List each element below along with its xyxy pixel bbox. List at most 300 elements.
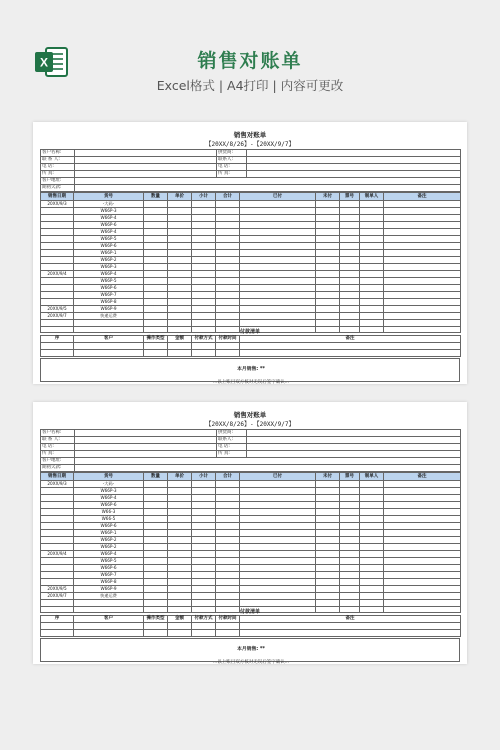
table-row bbox=[41, 502, 461, 509]
table-cell bbox=[192, 530, 216, 537]
table-cell bbox=[216, 481, 240, 488]
table-cell bbox=[340, 551, 360, 558]
table-cell bbox=[216, 537, 240, 544]
table-cell bbox=[192, 558, 216, 565]
table-cell bbox=[216, 306, 240, 313]
table-row bbox=[41, 313, 461, 320]
table-cell bbox=[340, 264, 360, 271]
table-cell bbox=[192, 495, 216, 502]
table-cell bbox=[144, 600, 168, 607]
table-cell bbox=[144, 292, 168, 299]
table-cell bbox=[340, 544, 360, 551]
table-cell bbox=[316, 250, 340, 257]
sale-date-cell: 20XX/9/7 bbox=[41, 313, 74, 320]
table-cell bbox=[240, 299, 316, 306]
table-cell bbox=[360, 292, 384, 299]
date-range: 【20XX/8/26】-【20XX/9/7】 bbox=[205, 141, 295, 148]
column-header: 已付 bbox=[240, 193, 316, 201]
sales-table bbox=[40, 192, 461, 333]
table-cell bbox=[340, 495, 360, 502]
column-header: 单价 bbox=[168, 473, 192, 481]
sale-date-cell bbox=[41, 488, 74, 495]
table-cell bbox=[144, 257, 168, 264]
column-header: 数量 bbox=[144, 193, 168, 201]
table-cell bbox=[192, 243, 216, 250]
item-number-cell bbox=[74, 320, 144, 327]
table-cell bbox=[216, 600, 240, 607]
table-cell bbox=[316, 558, 340, 565]
table-cell bbox=[360, 600, 384, 607]
table-cell bbox=[316, 551, 340, 558]
table-cell bbox=[240, 523, 316, 530]
table-cell bbox=[216, 278, 240, 285]
payment-column-header: 付款时间 bbox=[216, 336, 240, 343]
sale-date-cell: 20XX/9/4 bbox=[41, 551, 74, 558]
table-cell bbox=[192, 481, 216, 488]
table-cell bbox=[144, 544, 168, 551]
table-cell bbox=[360, 222, 384, 229]
table-cell bbox=[360, 488, 384, 495]
table-cell bbox=[360, 516, 384, 523]
table-cell bbox=[216, 593, 240, 600]
footer-note: ...以上账目双方核对无误后签字确认... bbox=[212, 660, 290, 664]
table-row bbox=[41, 222, 461, 229]
summary-box bbox=[40, 358, 460, 382]
table-cell bbox=[360, 523, 384, 530]
sales-table bbox=[40, 472, 461, 613]
sale-date-cell: 20XX/9/7 bbox=[41, 593, 74, 600]
table-cell bbox=[240, 264, 316, 271]
table-cell bbox=[192, 229, 216, 236]
sale-date-cell bbox=[41, 530, 74, 537]
table-cell bbox=[384, 516, 461, 523]
table-cell bbox=[240, 271, 316, 278]
table-cell bbox=[144, 572, 168, 579]
payment-title: 付款清单 bbox=[239, 609, 260, 615]
table-cell bbox=[168, 257, 192, 264]
table-cell bbox=[340, 201, 360, 208]
table-cell bbox=[144, 516, 168, 523]
table-cell bbox=[216, 208, 240, 215]
table-cell bbox=[144, 278, 168, 285]
info-label: 电 话: bbox=[41, 444, 75, 451]
sale-date-cell bbox=[41, 243, 74, 250]
table-cell bbox=[316, 236, 340, 243]
table-cell bbox=[340, 271, 360, 278]
monthly-sales-summary: 本月销售: ** bbox=[237, 647, 265, 652]
table-row bbox=[41, 292, 461, 299]
column-header: 备注 bbox=[384, 473, 461, 481]
table-cell bbox=[384, 600, 461, 607]
table-cell bbox=[240, 201, 316, 208]
table-cell bbox=[340, 579, 360, 586]
table-row bbox=[41, 551, 461, 558]
column-header: 小计 bbox=[192, 473, 216, 481]
table-cell bbox=[216, 565, 240, 572]
info-label: 客户名称: bbox=[41, 430, 75, 437]
table-cell bbox=[168, 271, 192, 278]
table-row bbox=[41, 537, 461, 544]
table-cell bbox=[340, 488, 360, 495]
table-cell bbox=[240, 481, 316, 488]
table-cell bbox=[384, 544, 461, 551]
table-cell bbox=[240, 565, 316, 572]
table-cell bbox=[168, 250, 192, 257]
table-cell bbox=[360, 572, 384, 579]
table-cell bbox=[316, 502, 340, 509]
item-number-cell: W66-3 bbox=[74, 509, 144, 516]
table-cell bbox=[240, 537, 316, 544]
table-cell bbox=[240, 320, 316, 327]
table-cell bbox=[168, 278, 192, 285]
table-cell bbox=[340, 572, 360, 579]
table-cell bbox=[340, 250, 360, 257]
table-cell bbox=[168, 229, 192, 236]
table-cell bbox=[340, 215, 360, 222]
table-cell bbox=[192, 250, 216, 257]
table-cell bbox=[384, 523, 461, 530]
column-header: 制单人 bbox=[360, 473, 384, 481]
table-cell bbox=[240, 558, 316, 565]
table-cell bbox=[168, 558, 192, 565]
table-cell bbox=[360, 544, 384, 551]
table-cell bbox=[240, 229, 316, 236]
column-header: 票号 bbox=[340, 473, 360, 481]
table-cell bbox=[384, 236, 461, 243]
item-number-cell: W66P-2 bbox=[74, 537, 144, 544]
table-cell bbox=[340, 313, 360, 320]
table-cell bbox=[168, 306, 192, 313]
column-header: 数量 bbox=[144, 473, 168, 481]
item-number-cell: W66P-6 bbox=[74, 502, 144, 509]
table-cell bbox=[316, 208, 340, 215]
summary-box bbox=[40, 638, 460, 662]
table-cell bbox=[360, 509, 384, 516]
table-cell bbox=[240, 600, 316, 607]
info-label: 供货商: bbox=[217, 430, 247, 437]
table-cell bbox=[340, 306, 360, 313]
table-cell bbox=[240, 572, 316, 579]
sale-date-cell bbox=[41, 222, 74, 229]
item-number-cell: W66P-9 bbox=[74, 306, 144, 313]
table-cell bbox=[240, 250, 316, 257]
table-cell bbox=[316, 579, 340, 586]
item-number-cell: 快递运费 bbox=[74, 593, 144, 600]
table-cell bbox=[168, 523, 192, 530]
table-row bbox=[41, 530, 461, 537]
table-cell bbox=[168, 243, 192, 250]
table-cell bbox=[384, 201, 461, 208]
table-cell bbox=[168, 502, 192, 509]
table-cell bbox=[360, 495, 384, 502]
table-cell bbox=[240, 509, 316, 516]
payment-column-header: 金额 bbox=[168, 616, 192, 623]
sheet-preview-2 bbox=[33, 402, 467, 664]
table-cell bbox=[384, 222, 461, 229]
table-cell bbox=[216, 201, 240, 208]
table-cell bbox=[144, 502, 168, 509]
table-cell bbox=[384, 495, 461, 502]
table-cell bbox=[316, 572, 340, 579]
table-cell bbox=[240, 551, 316, 558]
table-cell bbox=[240, 306, 316, 313]
column-header: 货号 bbox=[74, 193, 144, 201]
table-cell bbox=[144, 285, 168, 292]
table-cell bbox=[168, 264, 192, 271]
table-cell bbox=[168, 299, 192, 306]
sale-date-cell bbox=[41, 299, 74, 306]
info-label: 电 话: bbox=[217, 444, 247, 451]
table-cell bbox=[168, 313, 192, 320]
table-cell bbox=[144, 579, 168, 586]
table-cell bbox=[360, 306, 384, 313]
item-number-cell: W66P-2 bbox=[74, 257, 144, 264]
table-cell bbox=[144, 313, 168, 320]
table-cell bbox=[240, 579, 316, 586]
table-cell bbox=[168, 236, 192, 243]
table-cell bbox=[168, 530, 192, 537]
table-cell bbox=[384, 257, 461, 264]
sale-date-cell: 20XX/9/3 bbox=[41, 481, 74, 488]
table-cell bbox=[360, 320, 384, 327]
info-label: 联 系 人: bbox=[41, 437, 75, 444]
table-cell bbox=[144, 558, 168, 565]
table-cell bbox=[144, 481, 168, 488]
table-cell bbox=[216, 250, 240, 257]
column-header: 小计 bbox=[192, 193, 216, 201]
table-cell bbox=[360, 278, 384, 285]
table-cell bbox=[384, 558, 461, 565]
table-row bbox=[41, 523, 461, 530]
table-cell bbox=[144, 236, 168, 243]
table-cell bbox=[216, 236, 240, 243]
table-cell bbox=[384, 278, 461, 285]
column-header: 未付 bbox=[316, 193, 340, 201]
table-cell bbox=[144, 201, 168, 208]
info-label: 电 话: bbox=[217, 164, 247, 171]
table-cell bbox=[316, 523, 340, 530]
table-cell bbox=[316, 537, 340, 544]
payment-column-header: 付款方式 bbox=[192, 616, 216, 623]
table-row bbox=[41, 229, 461, 236]
table-cell bbox=[216, 257, 240, 264]
table-cell bbox=[216, 502, 240, 509]
sale-date-cell bbox=[41, 537, 74, 544]
table-cell bbox=[384, 530, 461, 537]
table-cell bbox=[316, 565, 340, 572]
table-cell bbox=[216, 285, 240, 292]
table-cell bbox=[360, 565, 384, 572]
item-number-cell: W66P-8 bbox=[74, 579, 144, 586]
sale-date-cell bbox=[41, 320, 74, 327]
info-label: 客户名称: bbox=[41, 150, 75, 157]
payment-column-header: 备注 bbox=[240, 616, 461, 623]
table-cell bbox=[192, 579, 216, 586]
table-cell bbox=[360, 558, 384, 565]
column-header: 合计 bbox=[216, 473, 240, 481]
table-cell bbox=[360, 243, 384, 250]
sale-date-cell bbox=[41, 509, 74, 516]
table-cell bbox=[316, 292, 340, 299]
table-cell bbox=[316, 495, 340, 502]
table-cell bbox=[192, 586, 216, 593]
item-number-cell: W66P-3 bbox=[74, 208, 144, 215]
table-cell bbox=[168, 593, 192, 600]
table-cell bbox=[144, 222, 168, 229]
table-cell bbox=[240, 516, 316, 523]
table-cell bbox=[216, 229, 240, 236]
sale-date-cell bbox=[41, 292, 74, 299]
table-cell bbox=[340, 481, 360, 488]
table-cell bbox=[144, 523, 168, 530]
table-cell bbox=[240, 544, 316, 551]
table-cell bbox=[384, 565, 461, 572]
table-cell bbox=[316, 320, 340, 327]
table-cell bbox=[316, 530, 340, 537]
table-cell bbox=[192, 271, 216, 278]
item-number-cell: W66P-5 bbox=[74, 558, 144, 565]
table-cell bbox=[168, 551, 192, 558]
table-cell bbox=[340, 243, 360, 250]
table-cell bbox=[168, 201, 192, 208]
table-cell bbox=[340, 320, 360, 327]
table-cell bbox=[316, 586, 340, 593]
sale-date-cell bbox=[41, 523, 74, 530]
payment-column-header: 序 bbox=[41, 616, 74, 623]
table-row bbox=[41, 243, 461, 250]
table-cell bbox=[192, 572, 216, 579]
sale-date-cell bbox=[41, 264, 74, 271]
table-cell bbox=[216, 586, 240, 593]
sale-date-cell bbox=[41, 278, 74, 285]
table-cell bbox=[384, 320, 461, 327]
info-label: 联系人: bbox=[217, 437, 247, 444]
table-cell bbox=[144, 320, 168, 327]
table-cell bbox=[340, 530, 360, 537]
info-label: 期初欠款: bbox=[41, 185, 75, 192]
table-cell bbox=[384, 502, 461, 509]
payment-title: 付款清单 bbox=[239, 329, 260, 335]
table-cell bbox=[384, 229, 461, 236]
table-cell bbox=[168, 565, 192, 572]
table-row bbox=[41, 579, 461, 586]
item-number-cell: W66P-6 bbox=[74, 285, 144, 292]
sale-date-cell bbox=[41, 565, 74, 572]
item-number-cell: W66P-2 bbox=[74, 544, 144, 551]
table-cell bbox=[384, 313, 461, 320]
table-cell bbox=[144, 306, 168, 313]
table-cell bbox=[384, 285, 461, 292]
table-cell bbox=[144, 565, 168, 572]
payment-column-header: 付款方式 bbox=[192, 336, 216, 343]
table-cell bbox=[360, 593, 384, 600]
table-cell bbox=[360, 537, 384, 544]
table-cell bbox=[316, 243, 340, 250]
info-label: 联系人: bbox=[217, 157, 247, 164]
table-cell bbox=[384, 264, 461, 271]
table-cell bbox=[192, 537, 216, 544]
table-cell bbox=[168, 208, 192, 215]
table-cell bbox=[192, 593, 216, 600]
table-cell bbox=[384, 593, 461, 600]
table-cell bbox=[144, 586, 168, 593]
sale-date-cell: 20XX/9/3 bbox=[41, 201, 74, 208]
table-cell bbox=[216, 264, 240, 271]
table-cell bbox=[144, 215, 168, 222]
table-cell bbox=[316, 285, 340, 292]
table-row bbox=[41, 201, 461, 208]
table-cell bbox=[340, 229, 360, 236]
table-cell bbox=[384, 292, 461, 299]
item-number-cell: W66P-1 bbox=[74, 530, 144, 537]
item-number-cell: W66P-4 bbox=[74, 495, 144, 502]
table-cell bbox=[316, 201, 340, 208]
sale-date-cell bbox=[41, 229, 74, 236]
table-cell bbox=[144, 551, 168, 558]
page-header bbox=[0, 0, 500, 118]
column-header: 货号 bbox=[74, 473, 144, 481]
sheet-preview-1 bbox=[33, 122, 467, 384]
table-cell bbox=[316, 271, 340, 278]
table-cell bbox=[216, 243, 240, 250]
sheet-title: 销售对账单 bbox=[233, 131, 267, 139]
table-cell bbox=[384, 481, 461, 488]
table-cell bbox=[216, 488, 240, 495]
table-cell bbox=[360, 551, 384, 558]
table-cell bbox=[340, 537, 360, 544]
table-cell bbox=[144, 488, 168, 495]
table-cell bbox=[360, 579, 384, 586]
table-cell bbox=[360, 264, 384, 271]
table-cell bbox=[240, 215, 316, 222]
table-cell bbox=[316, 257, 340, 264]
table-row bbox=[41, 565, 461, 572]
table-cell bbox=[340, 285, 360, 292]
table-cell bbox=[168, 222, 192, 229]
table-cell bbox=[192, 306, 216, 313]
item-number-cell: W66P-4 bbox=[74, 551, 144, 558]
sale-date-cell bbox=[41, 572, 74, 579]
table-cell bbox=[192, 523, 216, 530]
table-row bbox=[41, 593, 461, 600]
table-cell bbox=[360, 229, 384, 236]
table-cell bbox=[360, 285, 384, 292]
table-cell bbox=[168, 509, 192, 516]
table-cell bbox=[192, 320, 216, 327]
table-cell bbox=[192, 313, 216, 320]
sale-date-cell bbox=[41, 544, 74, 551]
table-cell bbox=[384, 537, 461, 544]
table-cell bbox=[316, 278, 340, 285]
table-cell bbox=[240, 313, 316, 320]
table-cell bbox=[192, 600, 216, 607]
table-cell bbox=[360, 201, 384, 208]
table-cell bbox=[192, 509, 216, 516]
table-row bbox=[41, 250, 461, 257]
table-cell bbox=[316, 313, 340, 320]
table-cell bbox=[316, 509, 340, 516]
customer-info-table bbox=[40, 149, 461, 192]
table-row bbox=[41, 572, 461, 579]
table-cell bbox=[144, 495, 168, 502]
table-cell bbox=[240, 488, 316, 495]
table-cell bbox=[340, 299, 360, 306]
table-cell bbox=[168, 292, 192, 299]
table-row bbox=[41, 481, 461, 488]
table-cell bbox=[168, 285, 192, 292]
monthly-sales-summary: 本月销售: ** bbox=[237, 367, 265, 372]
item-number-cell: W66P-7 bbox=[74, 292, 144, 299]
